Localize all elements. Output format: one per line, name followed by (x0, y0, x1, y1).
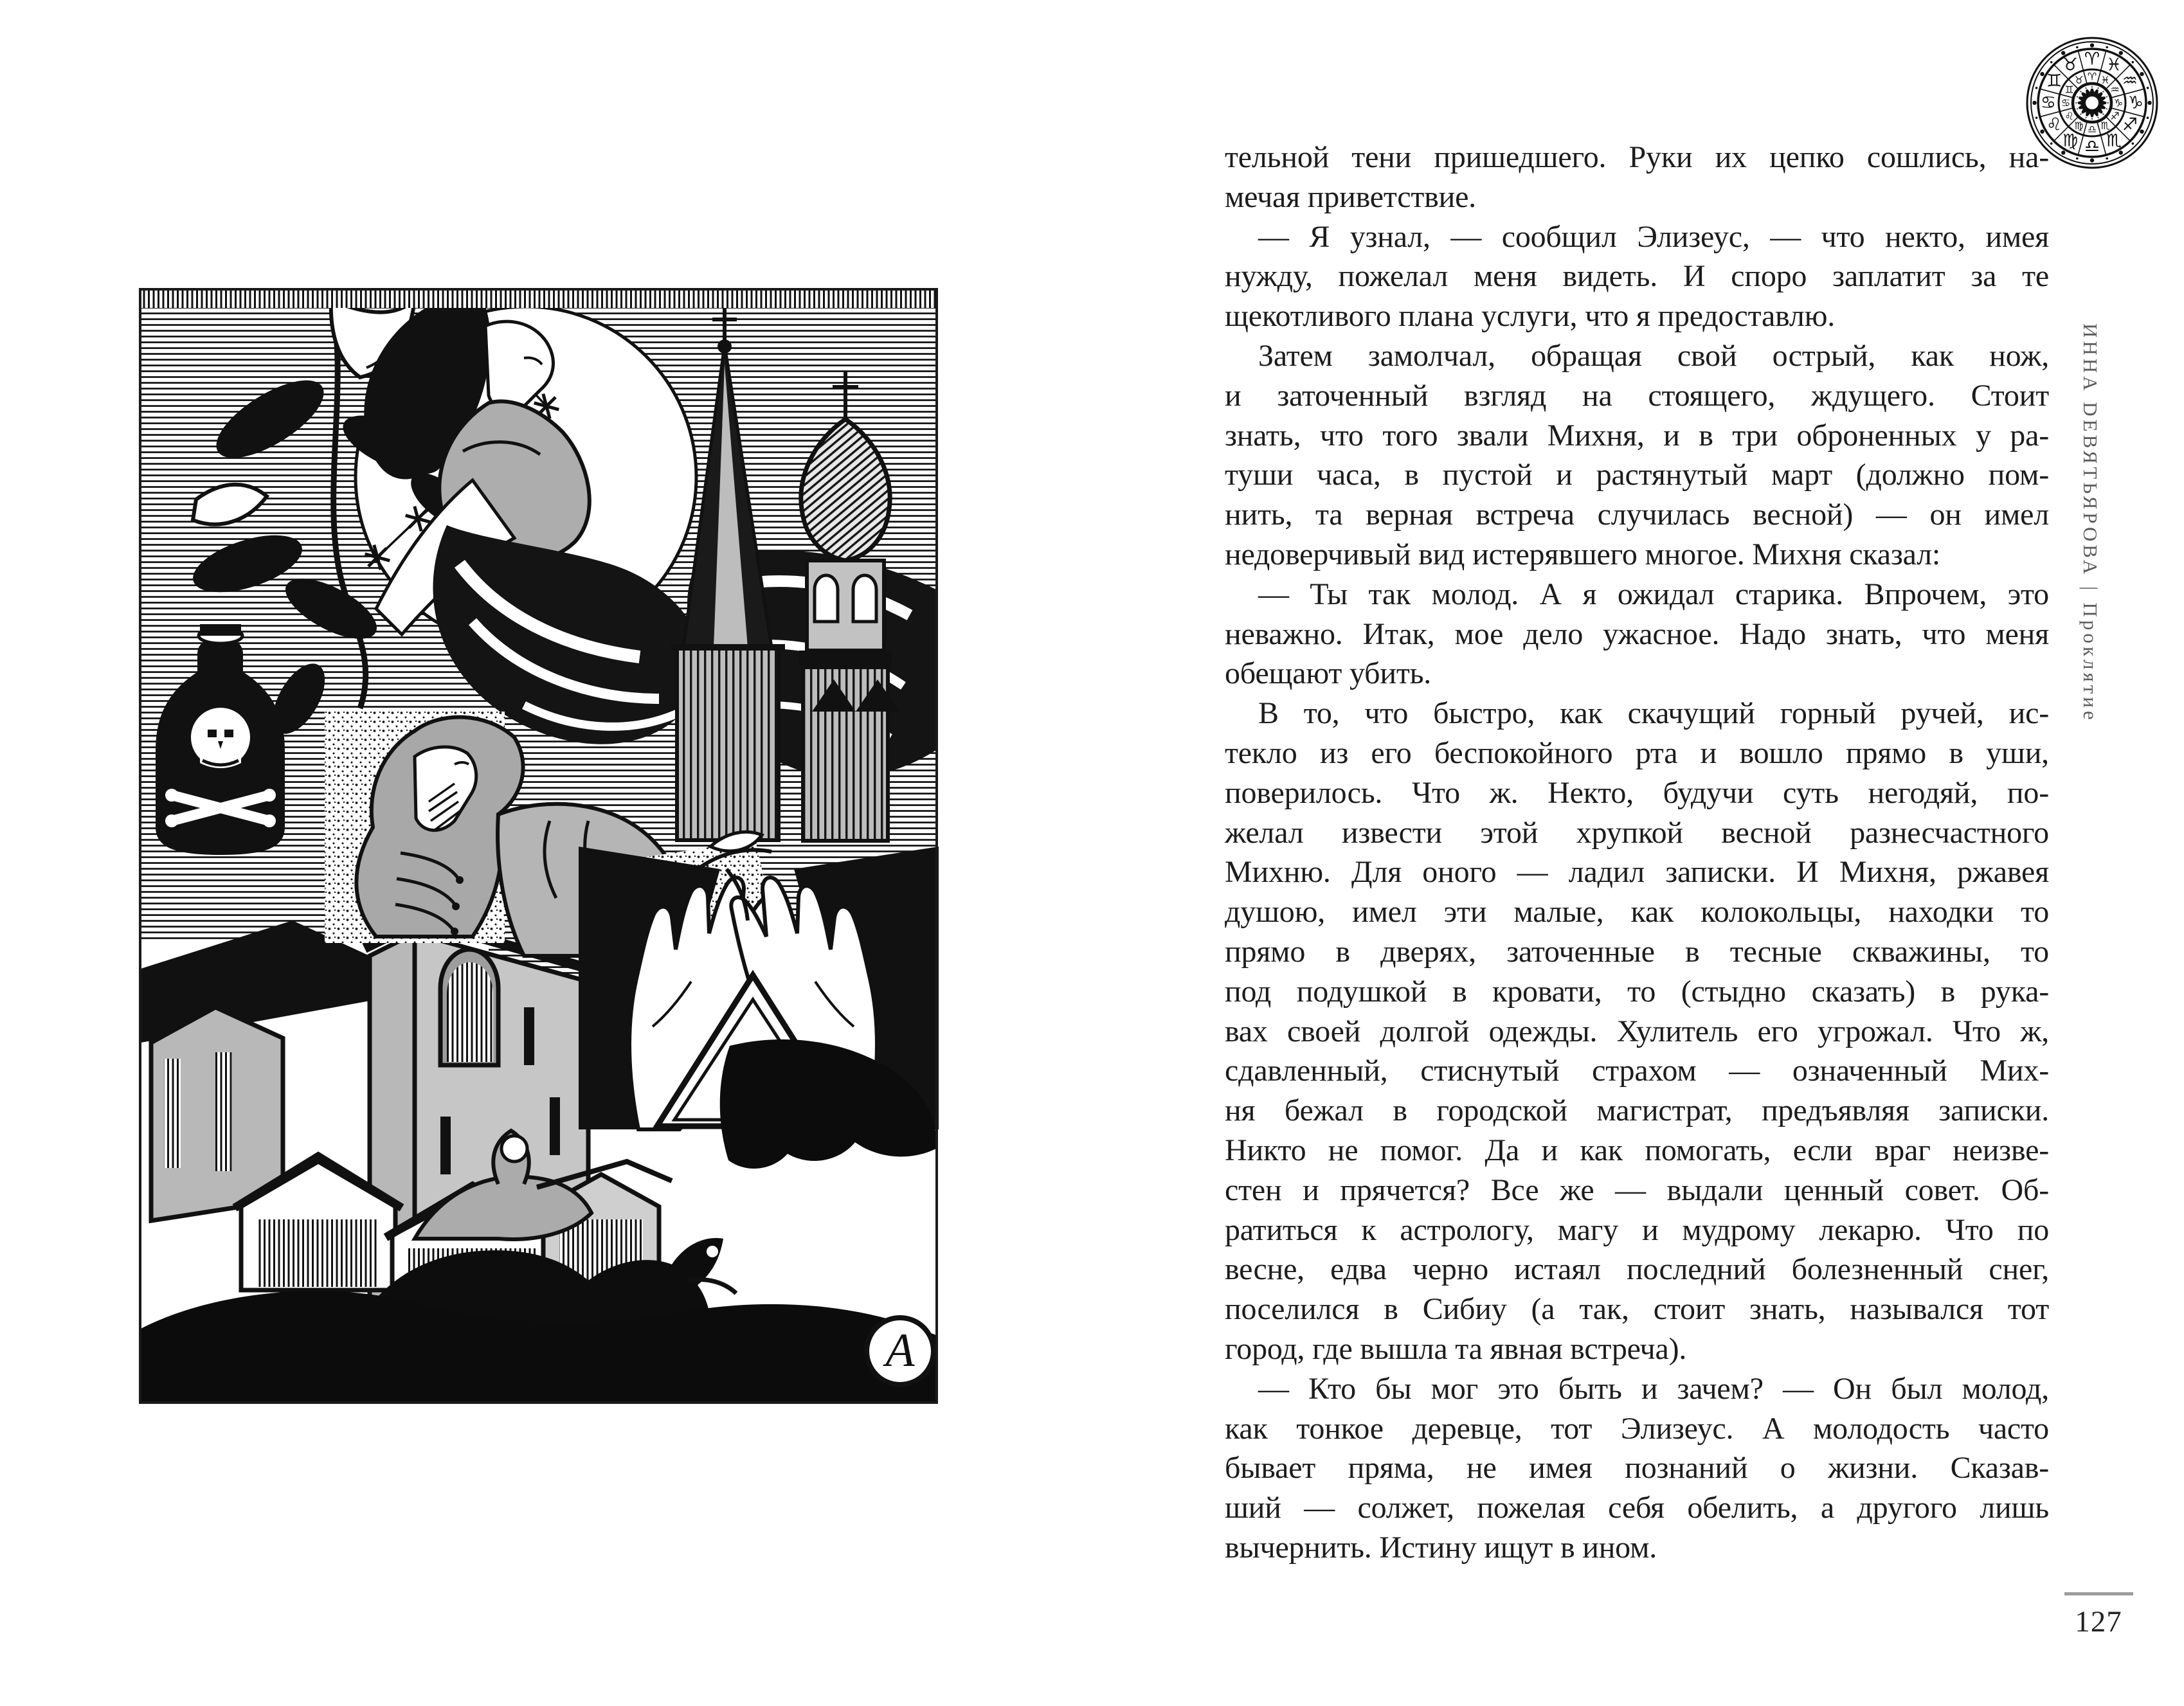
text-line: — Ты так молод. А я ожидал старика. Впрочем, это (1258, 577, 2049, 611)
zodiac-glyph-icon: ♈ (2084, 49, 2100, 69)
zodiac-glyph-icon: ♒ (2122, 71, 2138, 91)
text-line: нить, та верная встреча случилась весной) — он имел (1225, 498, 2049, 532)
running-title-vertical (2079, 323, 2102, 812)
zodiac-glyph-icon: ♐ (2110, 110, 2120, 122)
zodiac-glyph-icon: ♑ (2113, 96, 2124, 109)
text-line: вах своей долгой одежды. Хулитель его угрожал. Что ж, (1225, 1014, 2049, 1048)
zodiac-glyph-icon: ♍ (2062, 130, 2079, 151)
zodiac-glyph-icon: ♌ (2064, 110, 2074, 122)
text-line: бывает пряма, не имея познаний о жизни. Сказав- (1225, 1451, 2049, 1486)
text-line: прямо в дверях, заточенные в тесные скважины, то (1225, 934, 2049, 969)
text-line: желал извести этой хрупкой весной разнесчастного (1225, 815, 2049, 850)
zodiac-glyph-icon: ♊ (2046, 71, 2062, 91)
text-line: Михню. Для оного — ладил записки. И Михня, ржавея (1225, 855, 2049, 890)
text-line: неважно. Итак, мое дело ужасное. Надо знать, что меня (1225, 616, 2049, 651)
running-title-divider: | (2079, 586, 2102, 594)
zodiac-glyph-icon: ♋ (2061, 96, 2071, 109)
text-line: вычернить. Истину ищут в ином. (1225, 1530, 1657, 1565)
zodiac-glyph-icon: ♈ (2087, 70, 2097, 83)
zodiac-glyph-icon: ♓ (2100, 74, 2110, 86)
text-line: — Кто бы мог это быть и зачем? — Он был молод, (1258, 1371, 2049, 1406)
text-line: под подушкой в кровати, то (стыдно сказать) в рука- (1225, 974, 2049, 1009)
zodiac-glyph-icon: ♓ (2106, 55, 2122, 75)
text-line: стен и прячется? Все же — выдали ценный совет. Об- (1225, 1172, 2049, 1207)
text-line: и заточенный взгляд на стоящего, ждущего. Стоит (1225, 378, 2049, 413)
text-line: ратиться к астрологу, магу и мудрому лекарю. Что по (1225, 1212, 2049, 1247)
text-line: В то, что быстро, как скачущий горный ручей, ис- (1258, 696, 2049, 731)
folio-rule (2064, 1592, 2133, 1595)
author-name: ИННА DЕВЯТЬЯРОВА (2079, 323, 2102, 578)
text-line: недоверчивый вид истерявшего многое. Михня сказал: (1225, 537, 1941, 571)
zodiac-glyph-icon: ♐ (2122, 114, 2138, 135)
zodiac-glyph-icon: ♒ (2110, 84, 2120, 96)
book-title: Проклятие (2079, 602, 2102, 723)
body-text (1225, 138, 2049, 1568)
text-line: мечая приветствие. (1225, 179, 1476, 214)
zodiac-glyph-icon: ♌ (2046, 114, 2062, 135)
zodiac-glyph-icon: ♋ (2040, 93, 2057, 113)
page-number: 127 (2075, 1605, 2122, 1639)
text-line: поселился в Сибиу (а так, стоит знать, назывался тот (1225, 1292, 2049, 1327)
text-line: весне, едва черно истаял последний болезненный снег, (1225, 1252, 2049, 1287)
text-line: как тонкое деревце, тот Элизеус. А молодость часто (1225, 1411, 2049, 1446)
text-line: знать, что того звали Михня, и в три оброненных у ра- (1225, 418, 2049, 453)
woodcut-illustration-svg (138, 287, 939, 1405)
zodiac-glyph-icon: ♏ (2100, 120, 2110, 132)
text-line: ший — солжет, пожелая себя обелить, а другого лишь (1225, 1491, 2049, 1525)
text-line: город, где вышла та явная встреча). (1225, 1331, 1687, 1366)
text-line: ня бежал в городской магистрат, предъявляя записки. (1225, 1093, 2049, 1128)
zodiac-glyph-icon: ♎ (2087, 123, 2097, 136)
zodiac-glyph-icon: ♏ (2106, 130, 2122, 151)
artist-monogram (867, 1318, 934, 1385)
text-line: тельной тени пришедшего. Руки их цепко сошлись, на- (1225, 140, 2049, 174)
text-line: — Я узнал, — сообщил Элизеус, — что некто, имея (1258, 219, 2049, 254)
book-illustration (138, 287, 939, 1405)
zodiac-glyph-icon: ♑ (2127, 93, 2144, 113)
text-line: Никто не помог. Да и как помогать, если враг неизве- (1225, 1133, 2049, 1167)
zodiac-glyph-icon: ♍ (2074, 120, 2084, 132)
zodiac-glyph-icon: ♉ (2074, 74, 2084, 86)
text-line: душою, имел эти малые, как колокольцы, находки то (1225, 895, 2049, 929)
text-line: текло из его беспокойного рта и вошло прямо в уши, (1225, 735, 2049, 770)
zodiac-glyph-icon: ♊ (2064, 84, 2074, 96)
zodiac-glyph-icon: ♉ (2062, 55, 2079, 75)
zodiac-glyph-icon: ♎ (2084, 136, 2100, 157)
text-line: щекотливого плана услуги, что я предоставлю. (1225, 299, 1836, 334)
text-line: сдавленный, стиснутый страхом — означенный Мих- (1225, 1054, 2049, 1088)
text-line: нужду, пожелал меня видеть. И споро заплатит за те (1225, 259, 2049, 294)
zodiac-wheel-svg (2025, 36, 2159, 170)
text-line: Затем замолчал, обращая свой острый, как нож, (1258, 338, 2049, 373)
zodiac-wheel (2025, 36, 2159, 170)
sun-center-icon (2075, 85, 2109, 120)
monogram-letter: A (885, 1324, 915, 1377)
text-line: обещают убить. (1225, 656, 1432, 691)
top-hatch-border (141, 290, 936, 308)
text-line: поверилось. Что ж. Некто, будучи суть негодяй, по- (1225, 775, 2049, 810)
text-line: туши часа, в пустой и растянутый март (должно пом- (1225, 458, 2049, 492)
